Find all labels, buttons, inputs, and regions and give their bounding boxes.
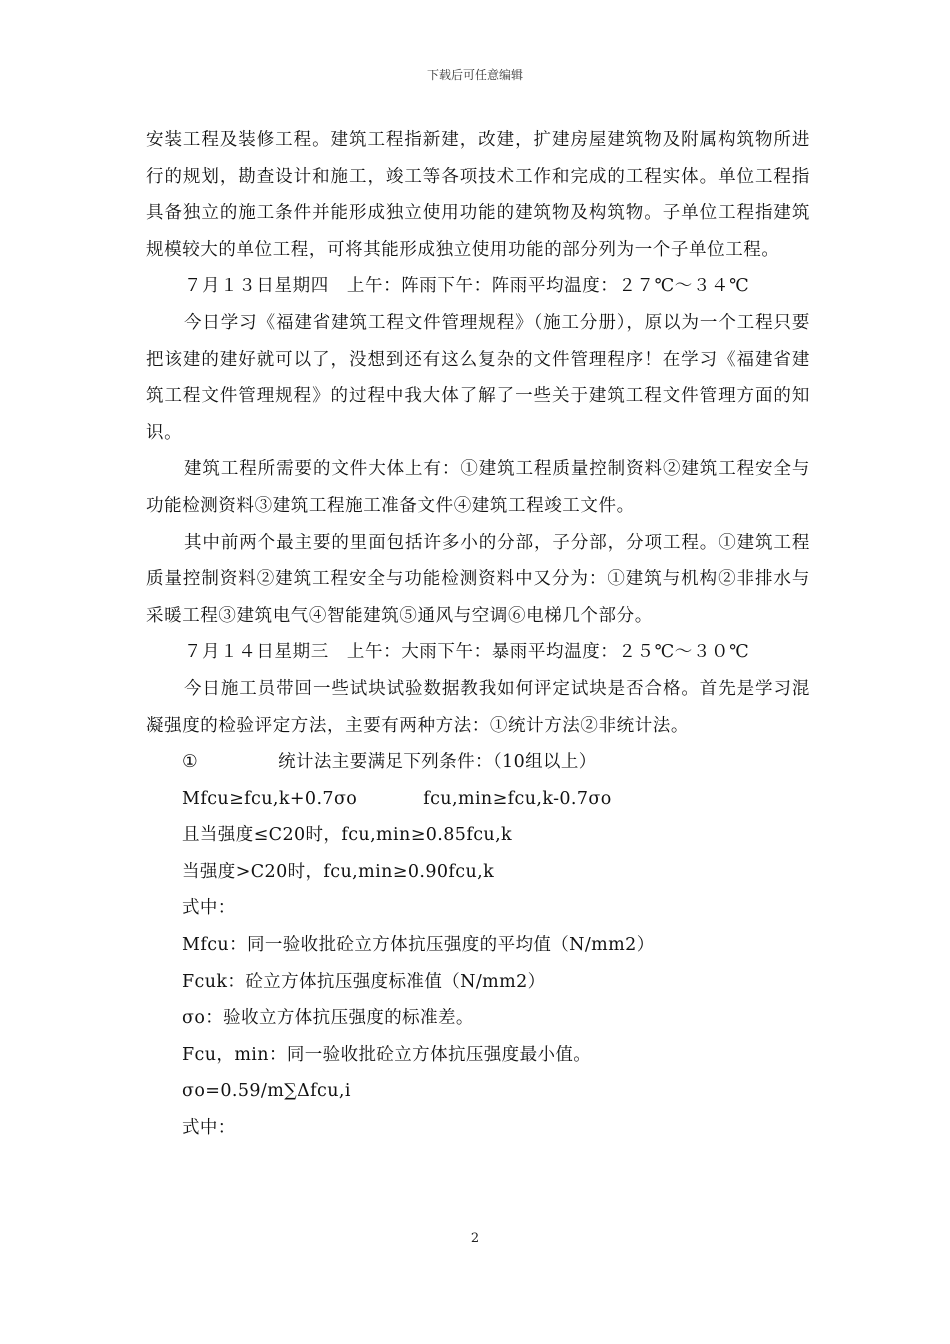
formula-where-label: 式中： [182, 898, 236, 919]
diary-date-july-13: ７月１３日星期四 上午：阵雨下午：阵雨平均温度：２７℃～３４℃ [184, 276, 750, 297]
paragraph-test-block-evaluation: 今日施工员带回一些试块试验数据教我如何评定试块是否合格。首先是学习混凝强度的检验评定方法，主要有两种方法：①统计方法②非统计法。 [146, 678, 810, 736]
definition-fcu-min: Fcu，min：同一验收批砼立方体抗压强度最小值。 [182, 1044, 592, 1065]
formula-statistical-condition [146, 744, 810, 781]
page-header: 下载后可任意编辑 [426, 68, 523, 82]
formula-c20-below: 且当强度≤C20时，fcu,min≥0.85fcu,k [182, 825, 513, 846]
formula-mean-and-min [146, 781, 810, 818]
formula-where-label-2: 式中： [182, 1118, 236, 1139]
paragraph-project-definitions: 安装工程及装修工程。建筑工程指新建，改建，扩建房屋建筑物及附属构筑物所进行的规划，勘查设计和施工，竣工等各项技术工作和完成的工程实体。单位工程指具备独立的施工条件并能形成独立使用功能的建筑物及构筑物。子单位工程指建筑规模较大的单位工程，可将其能形成独立使用功能的部分列为一个子单位工程。 [146, 130, 810, 260]
definition-sigma: σo：验收立方体抗压强度的标准差。 [182, 1008, 474, 1029]
page-number: 2 [470, 1231, 480, 1246]
paragraph-file-management-study: 今日学习《福建省建筑工程文件管理规程》（施工分册），原以为一个工程只要把该建的建好就可以了，没想到还有这么复杂的文件管理程序！在学习《福建省建筑工程文件管理规程》的过程中我大体了解了一些关于建筑工程文件管理方面的知识。 [146, 312, 810, 443]
paragraph-required-files: 建筑工程所需要的文件大体上有：①建筑工程质量控制资料②建筑工程安全与功能检测资料③建筑工程施工准备文件④建筑工程竣工文件。 [146, 459, 810, 516]
diary-date-july-14: ７月１４日星期三 上午：大雨下午：暴雨平均温度：２５℃～３０℃ [184, 642, 750, 663]
formula-min: fcu,min≥fcu,k-0.7σo [423, 788, 612, 809]
definition-mfcu: Mfcu：同一验收批砼立方体抗压强度的平均值（N/mm2） [182, 935, 655, 956]
formula-condition-text: 统计法主要满足下列条件：（10组以上） [278, 752, 597, 773]
document-body [146, 122, 810, 1147]
formula-c20-above: 当强度>C20时，fcu,min≥0.90fcu,k [182, 861, 495, 882]
list-number: ① [182, 752, 199, 773]
definition-fcuk: Fcuk：砼立方体抗压强度标准值（N/mm2） [182, 971, 546, 992]
formula-sigma: σo=0.59/m∑Δfcu,i [182, 1081, 351, 1102]
formula-mean: Mfcu≥fcu,k+0.7σo [182, 788, 358, 809]
paragraph-sub-divisions: 其中前两个最主要的里面包括许多小的分部，子分部，分项工程。①建筑工程质量控制资料②建筑工程安全与功能检测资料中又分为：①建筑与机构②非排水与采暖工程③建筑电气④智能建筑⑤通风与空调⑥电梯几个部分。 [146, 532, 810, 626]
